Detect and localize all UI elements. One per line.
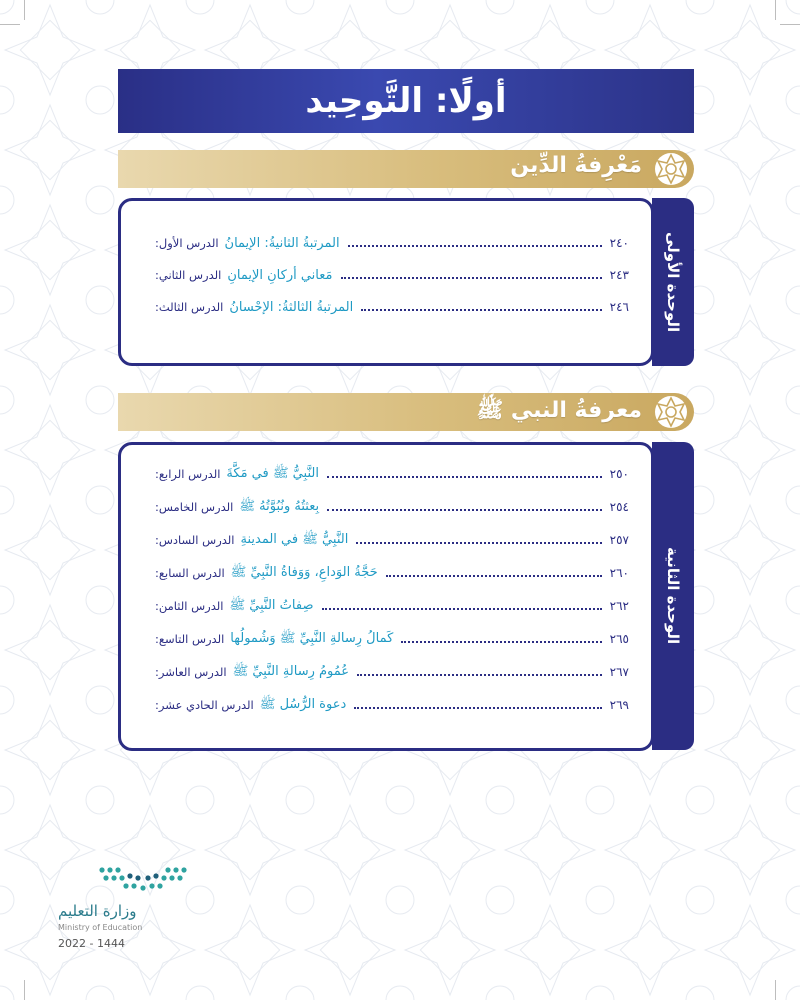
page-number: ٢٦٥ [609, 632, 629, 646]
leader-dots [327, 476, 602, 478]
lesson-name: كَمالُ رِسالةِ النَّبِيِّ ﷺ وَشُمولُها [230, 630, 394, 646]
toc-entry[interactable] [151, 295, 629, 319]
lesson-name: صِفاتُ النَّبِيِّ ﷺ [229, 597, 314, 613]
lesson-label: الدرس الثامن: [155, 599, 224, 613]
crop-mark [775, 0, 776, 20]
page-number: ٢٦٠ [609, 566, 629, 580]
page-number: ٢٦٧ [609, 665, 629, 679]
leader-dots [386, 575, 602, 577]
lesson-label: الدرس العاشر: [155, 665, 227, 679]
lesson-name: حَجَّةُ الوَداعِ، وَوَفاةُ النَّبِيِّ ﷺ [230, 564, 378, 580]
unit-label: الوحدة الأولى [664, 231, 682, 333]
lesson-label: الدرس الأول: [155, 236, 219, 250]
toc-entry[interactable] [151, 693, 629, 717]
chapter-title-banner [118, 69, 694, 133]
leader-dots [357, 674, 602, 676]
lesson-name: النَّبِيُّ ﷺ في المدينةِ [240, 531, 349, 547]
toc-entry[interactable] [151, 627, 629, 651]
lesson-label: الدرس الثالث: [155, 300, 224, 314]
lesson-label: الدرس الحادي عشر: [155, 698, 254, 712]
ministry-logo [52, 864, 202, 954]
toc-entry[interactable] [151, 462, 629, 486]
lesson-label: الدرس السابع: [155, 566, 225, 580]
toc-entry[interactable] [151, 495, 629, 519]
toc-entry[interactable] [151, 594, 629, 618]
unit-box-1 [118, 198, 654, 366]
ministry-logo-icon [96, 864, 190, 896]
rosette-icon [654, 152, 688, 186]
crop-mark [24, 0, 25, 20]
toc-entry[interactable] [151, 561, 629, 585]
leader-dots [348, 245, 602, 247]
unit-tab-2 [652, 442, 694, 750]
lesson-name: عُمُومُ رِسالةِ النَّبِيِّ ﷺ [232, 663, 350, 679]
crop-mark [775, 980, 776, 1000]
leader-dots [361, 309, 601, 311]
lesson-name: دعوة الرُّسُل ﷺ [259, 696, 347, 712]
crop-mark [24, 980, 25, 1000]
leader-dots [341, 277, 602, 279]
section-header-1 [118, 150, 694, 188]
unit-label: الوحدة الثانية [664, 547, 682, 645]
unit-tab-1 [652, 198, 694, 366]
leader-dots [356, 542, 601, 544]
lesson-name: النَّبِيُّ ﷺ في مَكَّةَ [226, 465, 319, 481]
lesson-name: مَعاني أركانِ الإيمانِ [227, 267, 333, 283]
page-number: ٢٦٩ [609, 698, 629, 712]
lesson-label: الدرس الثاني: [155, 268, 222, 282]
section-header-2 [118, 393, 694, 431]
page-number: ٢٥٧ [609, 533, 629, 547]
section-title: مَعْرِفةُ الدِّين [510, 153, 642, 178]
page-number: ٢٤٠ [609, 236, 629, 250]
page-number: ٢٤٦ [609, 300, 629, 314]
lesson-name: المرتبةُ الثانيةُ: الإيمانُ [224, 235, 340, 251]
lesson-name: المرتبةُ الثالثةُ: الإحْسانُ [229, 299, 354, 315]
leader-dots [327, 509, 602, 511]
lesson-label: الدرس الرابع: [155, 467, 221, 481]
unit-box-2 [118, 442, 654, 751]
page-number: ٢٤٣ [609, 268, 629, 282]
page-number: ٢٥٤ [609, 500, 629, 514]
toc-entry[interactable] [151, 528, 629, 552]
toc-entry[interactable] [151, 660, 629, 684]
ministry-name-en: Ministry of Education [58, 923, 143, 932]
page-number: ٢٦٢ [609, 599, 629, 613]
toc-entry[interactable] [151, 231, 629, 255]
lesson-name: بِعثتُهُ ونُبُوَّتُهُ ﷺ [239, 498, 320, 514]
toc-entry[interactable] [151, 263, 629, 287]
crop-mark [780, 24, 800, 25]
lesson-label: الدرس الخامس: [155, 500, 234, 514]
edition-year: 2022 - 1444 [58, 937, 125, 950]
lesson-label: الدرس التاسع: [155, 632, 225, 646]
crop-mark [0, 24, 20, 25]
section-title: معرفةُ النبي ﷺ [476, 398, 642, 423]
leader-dots [322, 608, 602, 610]
rosette-icon [654, 395, 688, 429]
chapter-title: أولًا: التَّوحِيد [305, 81, 507, 121]
lesson-label: الدرس السادس: [155, 533, 235, 547]
page-number: ٢٥٠ [609, 467, 629, 481]
leader-dots [401, 641, 601, 643]
leader-dots [354, 707, 601, 709]
ministry-name-ar: وزارة التعليم [58, 902, 137, 920]
